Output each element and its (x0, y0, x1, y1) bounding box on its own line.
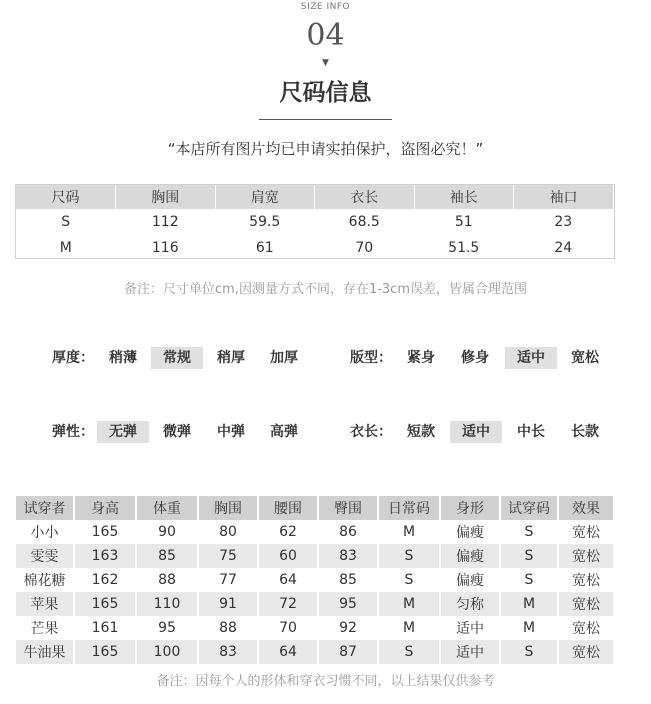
table-cell: M (500, 592, 558, 616)
table-cell: 88 (136, 568, 198, 592)
table-cell: 68.5 (348, 214, 380, 230)
thickness-option: 加厚 (270, 350, 298, 366)
table-cell: 70 (258, 616, 318, 640)
size-table-header: 衣长 (315, 185, 415, 209)
tryon-table-header: 胸围 (198, 496, 258, 520)
table-cell: 85 (318, 568, 378, 592)
table-cell: 24 (554, 240, 573, 256)
table-cell: 偏瘦 (440, 568, 500, 592)
length-label-text: 衣长： (350, 424, 392, 440)
table-cell: 95 (136, 616, 198, 640)
thickness-option: 稍厚 (217, 350, 245, 366)
copyright-notice: “本店所有图片均已申请实拍保护，盗图必究！” (167, 140, 484, 158)
size-table-header: 肩宽 (215, 185, 315, 209)
table-cell: 72 (258, 592, 318, 616)
tryon-table-header: 效果 (558, 496, 613, 520)
thickness-label (52, 347, 94, 369)
table-cell: 70 (355, 240, 374, 256)
table-row (16, 592, 613, 616)
table-cell: 165 (74, 640, 136, 664)
size-table-header: 尺码 (16, 185, 116, 209)
table-row (16, 640, 613, 664)
table-cell: S (378, 640, 440, 664)
thickness-option: 稍薄 (109, 350, 137, 366)
table-cell: 165 (74, 520, 136, 544)
length-option-selected: 适中 (450, 421, 502, 443)
tryon-table-header: 身高 (74, 496, 136, 520)
tryon-table-header-row (16, 496, 613, 520)
table-cell: 64 (258, 568, 318, 592)
size-remark: 备注：尺寸单位cm,因测量方式不同，存在1-3cm误差，皆属合理范围 (124, 282, 527, 297)
fit-option: 紧身 (407, 350, 435, 366)
table-cell: M (59, 240, 72, 256)
table-row (16, 235, 613, 261)
table-cell: 80 (198, 520, 258, 544)
table-cell: S (61, 214, 71, 230)
fit-label (350, 347, 392, 369)
length-option: 中长 (517, 424, 545, 440)
table-cell: 88 (198, 616, 258, 640)
table-cell: 77 (198, 568, 258, 592)
table-cell: 100 (136, 640, 198, 664)
table-cell: 苹果 (16, 592, 74, 616)
table-cell: 宽松 (558, 616, 613, 640)
length-option: 短款 (407, 424, 435, 440)
table-cell: 雯雯 (16, 544, 74, 568)
table-cell: 宽松 (558, 640, 613, 664)
length-label (350, 421, 392, 443)
table-row (16, 568, 613, 592)
tryon-table-header: 体重 (136, 496, 198, 520)
table-cell: S (500, 640, 558, 664)
tryon-table-header: 日常码 (378, 496, 440, 520)
size-table-header-row (16, 185, 613, 209)
table-cell: 61 (255, 240, 274, 256)
elasticity-label (52, 421, 94, 443)
table-cell: 60 (258, 544, 318, 568)
elasticity-option: 微弹 (163, 424, 191, 440)
table-cell: 95 (318, 592, 378, 616)
table-cell: 芒果 (16, 616, 74, 640)
thickness-label-text: 厚度： (52, 350, 94, 366)
table-cell: 23 (554, 214, 573, 230)
table-cell: 83 (198, 640, 258, 664)
table-cell: 宽松 (558, 520, 613, 544)
table-cell: M (378, 592, 440, 616)
elasticity-option: 高弹 (270, 424, 298, 440)
fit-option: 宽松 (571, 350, 599, 366)
size-table-header: 胸围 (116, 185, 216, 209)
tryon-table-header: 试穿码 (500, 496, 558, 520)
table-cell: 92 (318, 616, 378, 640)
table-cell: 宽松 (558, 544, 613, 568)
section-number: 04 (306, 18, 345, 53)
table-cell: 小小 (16, 520, 74, 544)
table-cell: 83 (318, 544, 378, 568)
tryon-table-header: 腰围 (258, 496, 318, 520)
table-cell: 75 (198, 544, 258, 568)
table-cell: 匀称 (440, 592, 500, 616)
table-cell: 165 (74, 592, 136, 616)
elasticity-option-selected: 无弹 (97, 421, 149, 443)
table-cell: S (378, 568, 440, 592)
table-cell: 110 (136, 592, 198, 616)
table-cell: S (500, 544, 558, 568)
table-row (16, 520, 613, 544)
table-cell: 86 (318, 520, 378, 544)
size-table-header: 袖长 (414, 185, 514, 209)
table-cell: 62 (258, 520, 318, 544)
table-cell: 112 (151, 214, 179, 230)
table-cell: 牛油果 (16, 640, 74, 664)
table-cell: 64 (258, 640, 318, 664)
table-cell: 宽松 (558, 592, 613, 616)
table-cell: 91 (198, 592, 258, 616)
table-cell: 棉花糖 (16, 568, 74, 592)
table-cell: S (378, 544, 440, 568)
table-cell: 87 (318, 640, 378, 664)
table-cell: 宽松 (558, 568, 613, 592)
table-cell: 适中 (440, 616, 500, 640)
elasticity-label-text: 弹性： (52, 424, 94, 440)
page-title: 尺码信息 (279, 80, 372, 106)
table-cell: 161 (74, 616, 136, 640)
size-info-label: SIZE INFO (300, 2, 351, 12)
table-cell: M (378, 616, 440, 640)
table-cell: 90 (136, 520, 198, 544)
table-cell: 162 (74, 568, 136, 592)
table-cell: 59.5 (249, 214, 281, 230)
table-row (16, 209, 613, 235)
title-divider (259, 119, 392, 120)
tryon-table-header: 试穿者 (16, 496, 74, 520)
length-option: 长款 (571, 424, 599, 440)
table-cell: S (500, 520, 558, 544)
fit-label-text: 版型： (350, 350, 392, 366)
table-cell: 85 (136, 544, 198, 568)
tryon-table (16, 496, 613, 664)
table-cell: 116 (151, 240, 179, 256)
table-cell: 51 (454, 214, 473, 230)
fit-option-selected: 适中 (505, 347, 557, 369)
table-cell: 51.5 (448, 240, 480, 256)
fit-option: 修身 (461, 350, 489, 366)
size-table (16, 185, 613, 261)
tryon-table-header: 臀围 (318, 496, 378, 520)
table-cell: 适中 (440, 640, 500, 664)
table-cell: M (378, 520, 440, 544)
table-cell: M (500, 616, 558, 640)
size-table-header: 袖口 (514, 185, 614, 209)
tryon-remark: 备注：因每个人的形体和穿衣习惯不同，以上结果仅供参考 (156, 674, 495, 689)
table-cell: 163 (74, 544, 136, 568)
table-row (16, 616, 613, 640)
table-cell: 偏瘦 (440, 520, 500, 544)
thickness-option-selected: 常规 (151, 347, 203, 369)
tryon-table-header: 身形 (440, 496, 500, 520)
triangle-down-icon: ▼ (322, 58, 329, 68)
elasticity-option: 中弹 (217, 424, 245, 440)
table-cell: S (500, 568, 558, 592)
table-row (16, 544, 613, 568)
table-cell: 偏瘦 (440, 544, 500, 568)
